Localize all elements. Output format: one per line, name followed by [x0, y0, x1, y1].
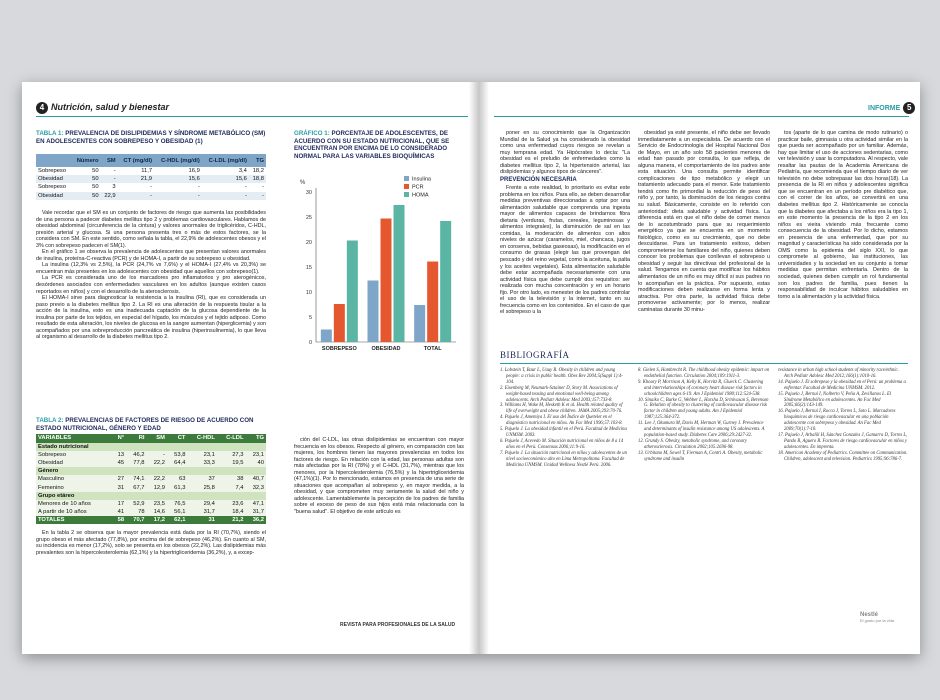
bar-value-label: 24,2 [440, 223, 450, 238]
table2-cell: 40,7 [246, 475, 267, 483]
legend-swatch [404, 184, 409, 189]
right-col-a-text2 [500, 185, 630, 339]
table2-cell [246, 492, 267, 500]
y-tick-label: 30 [305, 190, 312, 196]
y-tick-label: 10 [305, 290, 312, 296]
table2-row [36, 484, 266, 492]
left-column-bottom-text [36, 530, 266, 564]
y-axis-label: % [300, 180, 306, 186]
right-col-b-text [638, 130, 770, 339]
table1-cell: 3,4 [238, 168, 247, 175]
table2-cell: 13 [112, 451, 126, 459]
table1-cell: 18,2 [252, 168, 264, 175]
table2-cell: - [147, 451, 167, 459]
bar-value-label: 20,3 [347, 242, 357, 258]
left-paragraph: El HOMA-I sirve para diagnosticar la resistencia a la insulina (RI), que es considerada un paso previo a la diabetes mellitus tipo 2. La RI es una alteración de la respuesta tisular a la acción de la insulina, esto es una inadecuada captación de la glucosa dependiente de la insulina por parte de los tejidos, en especial del hígado, los músculos y el tejido adiposo. Como resultado de esta alteración, los niveles de glucosa en la sangre aumentan (hiperglicemia) y son acompañados por una sobreproducción pancreática de insulina (hiperinsulinemia), lo que lleva al organismo al desarrollo de la diabetes mellitus tipo 2. [36, 295, 266, 341]
table2-cell: Sobrepeso [36, 451, 112, 459]
bar-value-label: 7,4 [414, 307, 424, 318]
table2-cell [217, 443, 246, 451]
table2-cell: 23,5 [147, 500, 167, 508]
table1-header-cell: CT (mg/dl) [118, 154, 154, 167]
table2-cell: 22,2 [147, 459, 167, 467]
table2-cell: 63 [167, 475, 187, 483]
table1-cell: 3 [112, 184, 116, 191]
bibliography-entry: 7. Pajuelo J. La situación nutricional en niños y adolescentes de un nivel socioeconómico alto en Lima Metropolitana. Facultad de Medicina UNMSM. Unidad Wellness Nestlé Perú. 2006. [500, 450, 627, 468]
table2-cell [112, 492, 126, 500]
right-col-b-paragraph: obesidad ya esté presente, el niño debe ser llevado inmediatamente a un especialista. De acuerdo con el Servicio de Endocrinología del Hospital Nacional Dos de Mayo, en un año solo 58 pacientes menores de edad han pasado por consulta, lo que refleja, de alguna manera, el comportamiento de los padres ante esta situación. Una consulta permite identificar complicaciones de tipo metabólico y elegir un tratamiento adecuado para el menor. Este tratamiento tendrá como fin primordial la reducción de peso del niño y, por tanto, la disminución de los riesgos contra su salud. Básicamente, consiste en lo referido con anterioridad: dieta saludable y actividad física. La diferencia está en que el niño debe de comer menos de lo acostumbrado para que su requerimiento energético ya que se encuentra en un momento fisiológico, como es su crecimiento, que no debe descuidarse. Para un tratamiento exitoso, deben comprometerse los familiares del niño, quienes deben conocer los problemas que conllevan el sobrepeso u obesidad y seguir las directivas del profesional de la salud. Tengamos en cuenta que modificar los hábitos alimentarios de un niño es muy difícil si sus padres no lo acompañan en la práctica. Por supuesto, estas modificaciones deben realizarse en forma lenta y atractiva. Por otra parte, la actividad física debe promoverse activamente; por lo menos, realizar caminatas durante 30 minu- [638, 130, 770, 313]
left-paragraph: La PCR es considerada uno de los marcadores pro inflamatorios y pro aterogénicos, desórdenes asociados con enfermedades vasculares en los adultos (aunque existen casos reportados en niños) y con el desarrollo de la aterosclerosis. [36, 275, 266, 295]
right-col-a-paragraph: poner en su conocimiento que la Organización Mundial de la Salud ya ha considerado la obesidad como una enfermedad cuyos riesgos se revelan a muy temprana edad. Ya Hipócrates lo decía: "La obesidad es el preludio de enfermedades como la diabetes mellitus tipo 2, la hipertensión arterial, las dislipidemias y algunos tipos de cánceres". [500, 130, 630, 174]
table2-cell [187, 443, 216, 451]
table1-header-row [36, 154, 266, 167]
table2-row [36, 492, 266, 500]
table2-cell: Menores de 10 años [36, 500, 112, 508]
page-number-left: 4 [36, 102, 48, 114]
chart-caption-text: PORCENTAJE DE ADOLESCENTES, DE ACUERDO CON SU ESTADO NUTRICIONAL, QUE SE ENCUENTRAN POR ENCIMA DE LO CONSIDERADO NORMAL PARA LAS VARIABLES BIOQUÍMICAS [294, 130, 450, 160]
bibliography-entry: 15. Pajuelo J, Bernui I, Nolberto V, Peña A, Zevillanos L. El Síndrome Metabólico en adolescentes. An Fac Med 2005;66(2):143-149. [778, 391, 892, 409]
table2-cell: 47,1 [246, 500, 267, 508]
table2-cell [112, 443, 126, 451]
table1-header-cell: C-HDL (mg/dl) [154, 154, 202, 167]
header-rule-left [36, 116, 468, 117]
table2-row [36, 459, 266, 467]
right-col-c-text [778, 130, 908, 339]
table2-cell [217, 492, 246, 500]
prevention-subtitle: PREVENCIÓN NECESARIA [500, 177, 577, 183]
table1-header-cell: C-LDL (mg/dl) [202, 154, 249, 167]
table2-cell: 22,2 [147, 475, 167, 483]
bar-chart [294, 172, 466, 372]
table2 [36, 434, 266, 524]
table1-header-cell: SM [101, 154, 118, 167]
legend-label: HOMA [412, 192, 429, 199]
bibliography-entry: 3. Williams H, Wake M, Hesketh K et al. Health related quality of life of overweight and obese children. JAMA 2005;293:70-76. [500, 403, 623, 415]
center-left-column-text [294, 437, 464, 565]
left-paragraph: La insulina (12,3% vs 2,5%), la PCR (24,7% vs 7,6%) y el HOMA-I (27,4% vs 20,3%) se encuentran más presentes en los adolescentes con obesidad que aquellos con sobrepeso(1). [36, 262, 266, 275]
table2-cell: 77,8 [126, 459, 146, 467]
table1-caption-lead: TABLA 1: [36, 130, 64, 137]
y-tick-label: 0 [308, 340, 312, 346]
table2-header-cell: RI [126, 434, 146, 443]
table1-cell: - [113, 168, 116, 175]
table1-cell: 50 [72, 175, 101, 183]
table2-cell: 37 [187, 475, 216, 483]
bibliography-entry: 16. Pajuelo J, Bernui I, Rocca J, Torres L, Soto L. Marcadores bioquímicos de riesgo cardiovascular en una población adolescente con sobrepeso y obesidad. An Fac Med 2009;70(1):7-10. [778, 409, 896, 433]
right-col-a-text [500, 130, 630, 174]
table2-cell: 70,7 [126, 516, 146, 524]
table2-header-cell: CT [167, 434, 187, 443]
table1-cell: - [150, 184, 153, 191]
table1-caption [36, 130, 266, 145]
table2-cell: TOTALES [36, 516, 112, 524]
center-left-paragraph: ción del C-LDL, las otras dislipidemias se encuentran con mayor frecuencia en los obesos. Respecto al género, en comparación con las mujeres, los hombres tienen las mayores prevalencias en todos los factores de riesgo. En relación con la edad, las personas adultas son más afectadas por la RI (78%) y el C-HDL (31,7%), mientras que los menores, por la hipercolesterolemia (76,5%) y la hipertrigliceridemia (47,1%)(1). Por lo mencionado, estamos en presencia de una serie de situaciones que acompañan al sobrepeso y, en mayor medida, a la obesidad, y que comprometen muy seriamente la salud del niño y adolescente. Lamentablemente la percepción de los padres de familia sobre el exceso de peso de sus hijos está más relacionada con la "buena salud". El objetivo de este artículo es [294, 437, 464, 516]
table2-cell [167, 492, 187, 500]
table2-row [36, 516, 266, 524]
table2-cell: 23,1 [246, 451, 267, 459]
table2-cell: 27 [112, 475, 126, 483]
table2-cell: 58 [112, 516, 126, 524]
table2-cell: 7,4 [217, 484, 246, 492]
table2-cell: Género [36, 467, 112, 475]
table1-cell: 18,8 [249, 175, 266, 183]
table2-cell: 46,2 [126, 451, 146, 459]
x-tick-label: OBESIDAD [371, 346, 401, 352]
table2-cell: Estado nutricional [36, 443, 112, 451]
table2-header-cell: SM [147, 434, 167, 443]
table1-caption-text: PREVALENCIA DE DISLIPIDEMIAS Y SÍNDROME METABÓLICO (SM) EN ADOLESCENTES CON SOBREPESO Y OBESIDAD (1) [36, 130, 266, 145]
left-column-text [36, 210, 266, 418]
bibliography-entry: 4. Pajuelo J, Amemiya I. El uso del Índice de Quetelet en el diagnóstico nutricional en niños. An Fac Med 1996;57:103-8. [500, 415, 623, 427]
section-title: Nutrición, salud y bienestar [51, 102, 170, 112]
bibliography-entry: 9. Khoury P, Morrison A, Kelly K, Horvitz R, Glueck C. Clustering and interrelationships of coronary heart disease risk factors in schoolchildren ages 6-19. Am J Epidemiol 1980;112:524-538. [638, 379, 764, 397]
table1-header-cell [36, 154, 72, 167]
table1-cell: 50 [92, 184, 99, 191]
bibliography-entry: 13. Urbitano M, Sowel T, Fierman A, Contri A. Obesity, metabolic syndrome and insulin [638, 450, 763, 462]
y-tick-label: 25 [305, 215, 312, 221]
table2-cell: 14,6 [147, 508, 167, 516]
table2-cell [187, 467, 216, 475]
table2-cell: 23,6 [217, 500, 246, 508]
bibliography-col1 [500, 368, 628, 468]
table2-cell: 23,1 [187, 451, 216, 459]
table2-cell: 36,2 [246, 516, 267, 524]
bar-value-label: 24,7 [380, 220, 390, 236]
nestle-logo [860, 612, 894, 623]
table2-cell [126, 443, 146, 451]
table1-header-cell: Número [72, 154, 101, 167]
bibliography-entry: 14. Pajuelo J. El sobrepeso y la obesidad en el Perú: un problema a enfrentar. Facultad de Medicina UNMSM. 2012. [778, 379, 906, 391]
table2-caption [36, 417, 266, 432]
table1-cell: - [249, 192, 266, 200]
table2-cell [147, 492, 167, 500]
table2-cell: 17,2 [147, 516, 167, 524]
table2-caption-text: PREVALENCIAS DE FACTORES DE RIESGO DE ACUERDO CON ESTADO NUTRICIONAL, GÉNERO Y EDAD [36, 417, 254, 432]
table1-row [36, 175, 266, 183]
legend-swatch [404, 176, 409, 181]
table2-cell [126, 492, 146, 500]
left-paragraph: Vale recordar que el SM es un conjunto de factores de riesgo que aumenta las posibilidades de una persona a padecer diabetes mellitus tipo 2 y problemas cardiovasculares. Hablamos de obesidad abdominal (circunferencia de la cintura) y valores anormales de triglicéridos, C-HDL, presión arterial y glucosa. Si una persona presenta tres o más de estos factores, se la considera con SM. En este sentido, como señala la tabla, el 22,9% de adolescentes obesos y el 3% con sobrepeso padecen el SM(1). [36, 210, 266, 249]
table1-cell: 50 [92, 168, 99, 175]
table2-cell: 76,5 [167, 500, 187, 508]
table2-header-cell: VARIABLES [36, 434, 112, 443]
bar-value-label: 2,5 [321, 331, 331, 342]
table1-cell: Sobrepeso [38, 184, 67, 191]
table2-header-cell: C-LDL [217, 434, 246, 443]
table2-cell: 32,3 [246, 484, 267, 492]
table2-cell: 53,8 [167, 451, 187, 459]
table1-cell: Sobrepeso [38, 168, 67, 175]
x-tick-label: TOTAL [423, 346, 442, 352]
table2-cell: 17 [112, 500, 126, 508]
table2-cell: 61,3 [167, 484, 187, 492]
table2-cell: 25,8 [187, 484, 216, 492]
table2-header-cell: N° [112, 434, 126, 443]
table1-cell: - [118, 192, 154, 200]
table2-cell: 31,7 [187, 508, 216, 516]
table2-cell: 31 [187, 516, 216, 524]
table1-cell: 15,6 [202, 175, 249, 183]
table2-header-cell: TG [246, 434, 267, 443]
left-page-header [36, 102, 169, 116]
bibliography-entry: 18. American Academy of Pediatrics. Committee on Communication. Children, adolescent and television. Pediatrics 1995;96:786-7. [778, 450, 908, 462]
table2-cell [112, 467, 126, 475]
table1-row [36, 167, 266, 175]
nestle-logo-tagline: El gusto por la vida [860, 618, 895, 623]
table2-cell [187, 492, 216, 500]
left-bottom-paragraph: En la tabla 2 se observa que la mayor prevalencia está dada por la RI (70,7%), siendo el grupo obeso el más afectado (77,8%), por encima del de sobrepeso (46,2%). En cuanto al SM, su incidencia es menor (17,2%), solo se presenta en los obesos (22,2%). Las dislipidemias más prevalentes son la hipercolesterolemia (62,1%) y la hipertrigliceridemia (36,2%), y, a excep- [36, 530, 266, 556]
chart-caption-lead: GRÁFICO 1: [294, 130, 330, 137]
table2-row [36, 443, 266, 451]
header-label: INFORME [868, 105, 901, 112]
legend-swatch [404, 192, 409, 197]
bibliography-entry: 11. Lee J, Okumura M, Davis M, Herman W, Gurney J. Prevalence and determinants of insulin resistance among US adolescents. A population-based study. Diabetes Care 2006;29:2427-32. [638, 421, 765, 438]
table2-cell [167, 443, 187, 451]
table2-cell: 29,4 [187, 500, 216, 508]
table2-cell [147, 443, 167, 451]
bibliography-rule [500, 363, 908, 364]
table1-cell: 21,9 [118, 175, 154, 183]
y-tick-label: 20 [305, 240, 312, 246]
table2-cell [217, 467, 246, 475]
table2-caption-lead: TABLA 2: [36, 417, 64, 424]
bibliography-entry: 5. Pajuelo J. La obesidad infantil en el Perú. Facultad de Medicina UNMSM. 2003. [500, 427, 627, 438]
left-footer: REVISTA PARA PROFESIONALES DE LA SALUD [340, 622, 456, 628]
table2-cell: Grupo etáreo [36, 492, 112, 500]
table2-cell: 40 [246, 459, 267, 467]
table2-cell: 33,3 [187, 459, 216, 467]
table1-row [36, 183, 266, 191]
bibliography-entry: 17. Pajuelo J, Arbañil H, Sánchez Gonzales J, Gamarra D, Torres L, Pando R, Aguero R. Factores de riesgo cardiovascular en niños y adolescentes. En imprenta. [778, 432, 908, 450]
bibliography-col3 [778, 368, 908, 463]
table2-cell: 45 [112, 459, 126, 467]
bibliography-entry: 8. Gielen S, Hambrecht R. The childhood obesity epidemic: impact on endothelial function. Circulation 2004;109:1911-3. [638, 368, 770, 379]
table2-cell: 18,4 [217, 508, 246, 516]
table2-cell [126, 467, 146, 475]
magazine-spread [22, 82, 920, 654]
chart-caption [294, 130, 464, 160]
table2-cell: 31 [112, 484, 126, 492]
gutter-shadow [469, 82, 489, 654]
table1-cell: - [262, 184, 264, 191]
table2-header-cell: C-HDL [187, 434, 216, 443]
bar-value-label: 7,6 [334, 306, 344, 317]
table2-cell [147, 467, 167, 475]
bar [381, 219, 392, 343]
table2-row [36, 467, 266, 475]
left-paragraph: En el gráfico 1 se observa la prevalencia de adolescentes que presentan valores anormales de insulina, proteína-C-reactiva (PCR) y de HOMA-I, a partir de su sobrepeso u obesidad. [36, 249, 266, 262]
bar-value-label: 27,4 [393, 207, 403, 222]
bibliography-entry: 12. Grundy S. Obesity, metabolic syndrome, and coronary atherosclerosis. Circulation 2002;105:2696-98. [638, 438, 747, 450]
table1 [36, 154, 266, 200]
table2-cell: 27,3 [217, 451, 246, 459]
legend-label: PCR [412, 184, 424, 191]
table1-cell: - [154, 192, 202, 200]
table2-row [36, 475, 266, 483]
bibliography-entry: 2. Eisenberg M, Neumark-Sztainer D, Story M. Associations of weight-based teasing and emotional well-being among adolescents. Arch Pediatr Adolesc Med 2003;157:733-8. [500, 385, 618, 403]
table2-cell: A partir de 10 años [36, 508, 112, 516]
table2-row [36, 500, 266, 508]
bibliography-title: BIBLIOGRAFÍA [500, 350, 570, 360]
table1-cell: - [244, 184, 247, 191]
table2-cell: 52,9 [126, 500, 146, 508]
bibliography-entry: resistance in urban high school students of minority race/ethnic. Arch Pediatr Adolesc Med 2012;166(1):1010-16. [778, 368, 899, 379]
table1-cell: 16,9 [188, 168, 200, 175]
table2-row [36, 451, 266, 459]
table2-cell: Masculino [36, 475, 112, 483]
table1-cell: Obesidad [36, 192, 72, 200]
table2-cell: 21,2 [217, 516, 246, 524]
table2-cell: Obesidad [36, 459, 112, 467]
y-tick-label: 5 [308, 315, 312, 321]
table2-cell: 64,4 [167, 459, 187, 467]
table2-cell: 31,7 [246, 508, 267, 516]
bar [440, 221, 451, 342]
table2-cell [246, 443, 267, 451]
bar [394, 205, 405, 342]
y-tick-label: 15 [305, 265, 312, 271]
table2-cell: 74,1 [126, 475, 146, 483]
table2-cell: 19,5 [217, 459, 246, 467]
right-col-a-paragraph2: Frente a este realidad, lo prioritario es evitar este problema en los niños. Para ello, se deben desarrollar medidas preventivas direccionadas a optar por una alimentación saludable que comprenda una ingesta mayor de alimentos capaces de brindarnos fibra dietaria (verduras, frutas, cereales, leguminosas y alimentos integrales), la disminución de sal en las comidas, la moderación de alimentos con altos niveles de azúcar (caramelos, miel, chancaca, jugos en conserva, bebidas gaseosas), la modificación en el consumo de grasas (elegir las que provengan del pescado y del reino vegetal, como la aceituna, la palta y los aceites vegetales). Esta alimentación saludable debe estar acompañada necesariamente con una actividad física que debe cumplir dos requisitos: ser realizada con mucha concentración y en un horario fijo. Por otro lado, es menester de los padres controlar el uso de la televisión y la internet, tanto en su frecuencia como en los contenidos. En el caso de que el sobrepeso u la [500, 185, 630, 316]
legend-label: Insulina [412, 176, 431, 183]
page-number-right: 5 [903, 102, 915, 114]
table2-cell: 67,7 [126, 484, 146, 492]
header-rule-right [494, 116, 909, 117]
table2-header-row [36, 434, 266, 443]
right-col-c-paragraph: tos (aparte de lo que camina de modo rutinario) o practicar baile, gimnasia u otra actividad similar en la que pueda ser acompañado por un familiar. Además, hay que limitar el uso de acciones sedentarias, como ver televisión y usar la computadora. Al respecto, vale resaltar las pautas de la Academia Americana de Pediatría, que recomienda que el tiempo diario de ver televisión no debe sobrepasar las dos horas(18). La presencia de la RI en niños y adolescentes significa que se encuentran en un período pre diabético que, con el correr de los años, se convertirá en una diabetes mellitus tipo 2. Históricamente se conocía que la diabetes que afectaba a los niños era la tipo 1, en este momento la presencia de la tipo 2 en los niños es vieira viviendo más frecuente como consecuencia de la obesidad. Por lo dicho, estamos en presencia de una enfermedad, que por su magnitud y características ha sido considerada por la OMS como la epidemia del siglo XXI, lo que compromete al gobierno, las instituciones, las universidades y la sociedad en su conjunto a tomar medidas que permitan enfrentarla. Dentro de la sociedad, quienes deben cumplir un rol fundamental son los padres de familia, pues tienen la responsabilidad de inculcar hábitos saludables en torno a la alimentación y la actividad física. [778, 130, 908, 300]
table1-cell: Obesidad [36, 175, 72, 183]
bar-value-label: 12,3 [367, 282, 377, 298]
nestle-logo-text: Nestlé [860, 612, 879, 618]
table2-cell: 56,1 [167, 508, 187, 516]
table2-cell [167, 467, 187, 475]
table1-cell: 50 [72, 192, 101, 200]
right-page-header [868, 102, 918, 116]
table1-cell: 22,9 [101, 192, 118, 200]
bar-value-label: 16,1 [427, 263, 437, 279]
x-tick-label: SOBREPESO [321, 346, 357, 352]
bibliography-entry: 6. Pajuelo J, Acevedo M. Situación nutricional en niños de 8 a 14 años en el Perú. Consensus 2006;11:9-16. [500, 438, 624, 450]
table1-cell: 11,7 [141, 168, 153, 175]
table2-cell: 41 [112, 508, 126, 516]
table1-cell: - [197, 184, 200, 191]
bibliography-entry: 10. Sinaiko C, Burke G, Webber L, Harsha D, Srinivasan S, Berenson G. Relation of obesity to clustering of cardiovascular disease risk factor in children and young adults. Am J Epidemiol 1987;125:364-372. [638, 397, 769, 421]
table1-cell: - [101, 175, 118, 183]
table1-header-cell: TG [249, 154, 266, 167]
table1-row [36, 192, 266, 200]
bibliography-entry: 1. Lobstein T, Baur L, Uauy R. Obesity in children and young people: a crisis in public health. Obes Rev 2004;5(Suppl 1):4-104. [500, 368, 623, 385]
table2-cell: Femenino [36, 484, 112, 492]
table2-cell: 38 [217, 475, 246, 483]
table2-cell: 78 [126, 508, 146, 516]
bibliography-col2 [638, 368, 770, 463]
table2-cell: 62,1 [167, 516, 187, 524]
table2-cell: 12,9 [147, 484, 167, 492]
table1-cell: - [202, 192, 249, 200]
table1-cell: 15,6 [154, 175, 202, 183]
table2-cell [246, 467, 267, 475]
table2-row [36, 508, 266, 516]
